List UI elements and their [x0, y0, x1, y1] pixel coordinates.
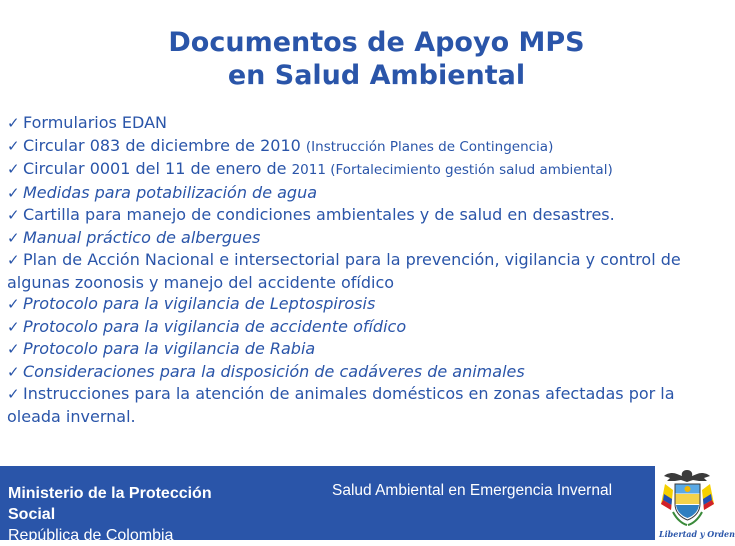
list-item-circular-0001 — [7, 158, 707, 182]
check-icon: ✓ — [7, 114, 20, 132]
check-icon: ✓ — [7, 136, 20, 155]
list-item-text: Circular 083 de diciembre de 2010 — [23, 135, 301, 155]
list-item-cartilla — [7, 204, 707, 227]
list-item-protocolo-rabia — [7, 338, 707, 361]
slide-title — [100, 26, 653, 92]
check-icon: ✓ — [7, 362, 20, 381]
colombia-coat-of-arms-icon — [655, 466, 735, 540]
list-item-protocolo-leptospirosis — [7, 293, 707, 316]
list-item-text: Circular 0001 del 11 de enero de — [23, 159, 287, 178]
check-icon: ✓ — [7, 385, 20, 403]
list-item-text: Plan de Acción Nacional e intersectorial para la prevención, vigilancia y control de algunas zoonosis y manejo del accidente ofídico — [7, 250, 681, 292]
footer-bar — [0, 466, 735, 544]
list-item-formularios — [7, 112, 707, 135]
list-item-plan-accion — [7, 249, 707, 293]
ministry-name — [8, 483, 278, 546]
list-item-manual-albergues — [7, 227, 707, 250]
check-icon: ✓ — [7, 251, 20, 269]
footer-caption: Salud Ambiental en Emergencia Invernal — [332, 482, 613, 499]
list-item-text: Protocolo para la vigilancia de Leptospirosis — [23, 294, 376, 313]
title-line-2: en Salud Ambiental — [227, 60, 526, 91]
list-item-text: Protocolo para la vigilancia de accidente ofídico — [23, 316, 407, 336]
document-list — [7, 112, 707, 427]
list-item-text: Medidas para potabilización de agua — [23, 182, 318, 202]
emblem-motto: Libertad y Orden — [659, 529, 735, 539]
check-icon: ✓ — [7, 295, 20, 313]
check-icon: ✓ — [7, 183, 20, 202]
list-item-consideraciones — [7, 361, 707, 384]
check-icon: ✓ — [7, 206, 20, 224]
list-item-text: Manual práctico de albergues — [23, 227, 261, 247]
list-item-circular-083 — [7, 135, 707, 159]
list-item-instrucciones — [7, 383, 707, 427]
ministry-name-line-2: Social — [8, 506, 56, 523]
list-item-medidas-agua — [7, 182, 707, 205]
list-item-text: Cartilla para manejo de condiciones ambientales y de salud en desastres. — [23, 205, 615, 224]
list-item-text: Consideraciones para la disposición de cadáveres de animales — [23, 361, 525, 381]
check-icon: ✓ — [7, 160, 20, 178]
list-item-protocolo-ofidico — [7, 316, 707, 339]
list-item-text: Instrucciones para la atención de animales domésticos en zonas afectadas por la oleada invernal. — [7, 384, 675, 426]
check-icon: ✓ — [7, 317, 20, 336]
list-item-text: Formularios EDAN — [23, 113, 167, 132]
ministry-name-line-1: Ministerio de la Protección — [8, 485, 212, 502]
check-icon: ✓ — [7, 228, 20, 247]
country-name: República de Colombia — [8, 527, 174, 544]
list-item-note: 2011 (Fortalecimiento gestión salud ambiental) — [291, 162, 613, 178]
check-icon: ✓ — [7, 340, 20, 358]
title-line-1: Documentos de Apoyo MPS — [168, 27, 585, 58]
list-item-text: Protocolo para la vigilancia de Rabia — [23, 339, 316, 358]
list-item-note: (Instrucción Planes de Contingencia) — [305, 138, 554, 155]
